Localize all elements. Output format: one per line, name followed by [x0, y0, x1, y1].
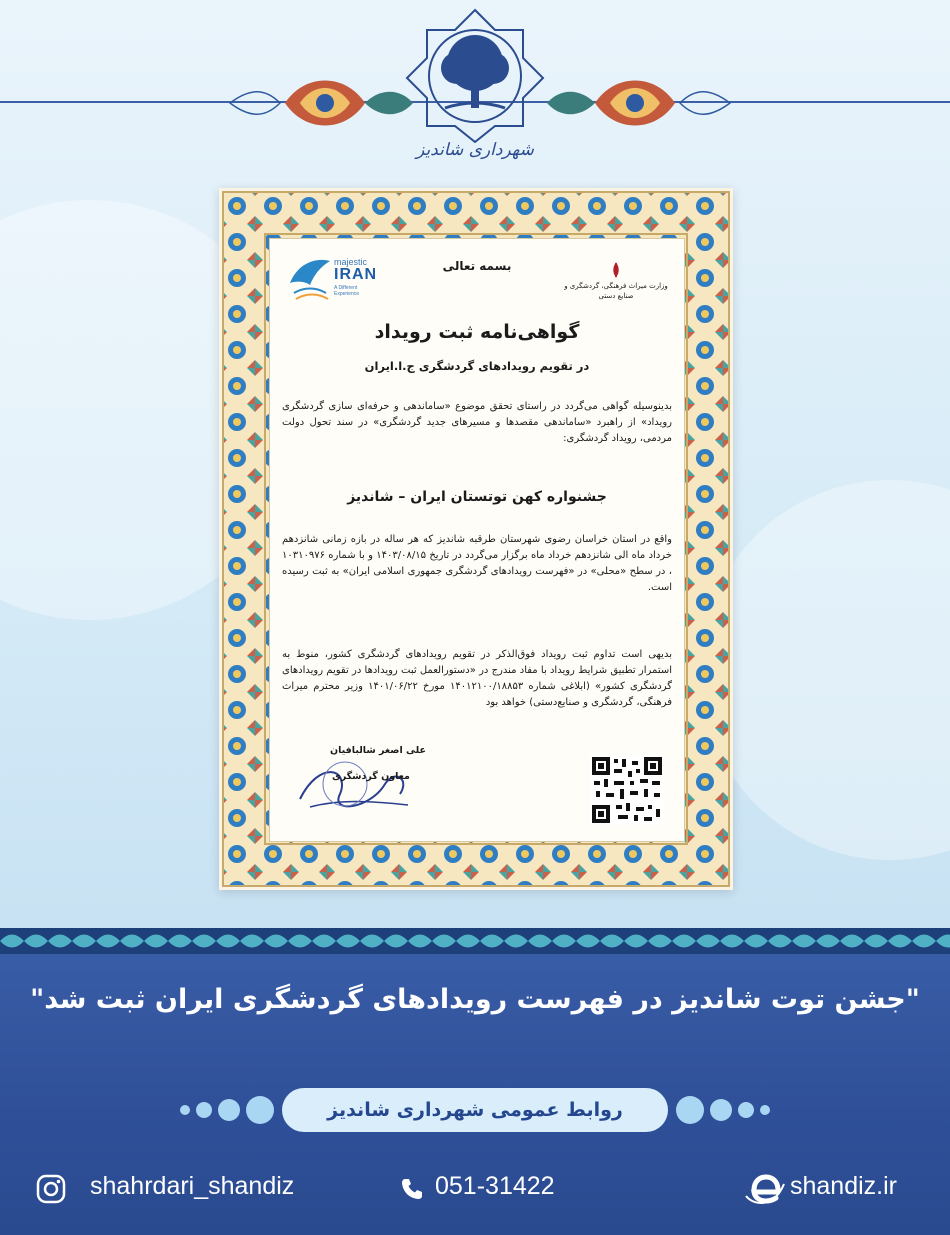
ministry-header	[556, 261, 676, 301]
certificate	[219, 188, 733, 890]
decorative-dot	[738, 1102, 754, 1118]
phone-number[interactable]: 051-31422	[435, 1172, 555, 1200]
municipality-logo	[395, 8, 555, 168]
majestic-logo-line3: A Different Experience	[334, 285, 360, 297]
certificate-paragraph-1: بدینوسیله گواهی می‌گردد در راستای تحقق موضوع «ساماندهی و حرفه‌ای سازی گردشگری رویداد» از راهبرد «ساماندهی مقصدها و مسیرهای جدید گردشگری» در سند تحول دولت مردمی، رویداد گردشگری:	[282, 401, 672, 444]
background-blob	[700, 480, 950, 860]
public-relations-pill: روابط عمومی شهرداری شاندیز	[282, 1088, 668, 1132]
decorative-dot	[218, 1099, 240, 1121]
certificate-paragraph-2: واقع در استان خراسان رضوی شهرستان طرقبه شاندیز که هر ساله در بازه زمانی شانزدهم خرداد ماه الی شانزدهم خرداد ماه برگزار می‌گردد در تاریخ ۱۴۰۳/۰۸/۱۵ و با شماره ۱۰۳۱۰۹۷۶ ، در سطح «محلی» در «فهرست رویدادهای گردشگری جمهوری اسلامی ایران» به ثبت رسیده است.	[282, 534, 672, 593]
qr-code[interactable]	[590, 755, 664, 825]
iran-emblem-icon	[607, 261, 625, 279]
band-ornament-strip	[0, 928, 950, 954]
website-url[interactable]: shandiz.ir	[790, 1172, 897, 1200]
bottom-banner	[0, 928, 950, 1235]
certificate-paragraph-3: بدیهی است تداوم ثبت رویداد فوق‌الذکر در تقویم رویدادهای گردشگری کشور، منوط به استمرار تطبیق شرایط رویداد با مفاد مندرج در «دستورالعمل ثبت رویدادها در تقویم رویدادهای گردشگری کشور» (ابلاغی شماره ۱۴۰۱۲۱۰۰/۱۸۸۵۳ مورخ ۱۴۰۱/۰۶/۲۲ وزیر محترم میراث فرهنگی، گردشگری و صنایع‌دستی) خواهد بود	[282, 649, 672, 708]
certificate-subtitle: در تقویم رویدادهای گردشگری ج.ا.ایران	[364, 359, 590, 373]
decorative-dot	[710, 1099, 732, 1121]
event-name: جشنواره کهن توتستان ایران – شاندیز	[347, 489, 607, 505]
decorative-dot	[760, 1105, 770, 1115]
certificate-title: گواهی‌نامه ثبت رویداد	[374, 321, 580, 343]
majestic-logo-line2: IRAN	[334, 266, 378, 283]
decorative-dot	[246, 1096, 274, 1124]
phone-icon[interactable]	[400, 1177, 424, 1201]
pill-row	[0, 1088, 950, 1132]
website-e-icon[interactable]	[744, 1170, 786, 1208]
contact-row	[0, 1164, 950, 1208]
signer-name: علی اصغر شالبافیان	[330, 745, 426, 756]
right-ornament	[545, 68, 735, 138]
left-ornament	[225, 68, 415, 138]
news-headline: "جشن توت شاندیز در فهرست رویدادهای گردشگری ایران ثبت شد"	[30, 984, 920, 1015]
bismillah: بسمه تعالی	[442, 259, 512, 273]
decorative-dot	[676, 1096, 704, 1124]
tree-emblem-icon	[395, 8, 555, 143]
signature-scribble	[290, 749, 420, 819]
decorative-dot	[180, 1105, 190, 1115]
municipality-logo-caption: شهرداری شاندیز	[416, 140, 534, 160]
ministry-name: وزارت میراث فرهنگی، گردشگری و صنایع دستی	[564, 282, 668, 300]
majestic-logo-line1: majestic	[334, 257, 368, 267]
instagram-icon[interactable]	[36, 1174, 66, 1204]
instagram-handle[interactable]: shahrdari_shandiz	[90, 1172, 295, 1200]
decorative-dot	[196, 1102, 212, 1118]
signer-title: معاون گردشگری	[332, 771, 410, 782]
certificate-body	[269, 238, 685, 842]
